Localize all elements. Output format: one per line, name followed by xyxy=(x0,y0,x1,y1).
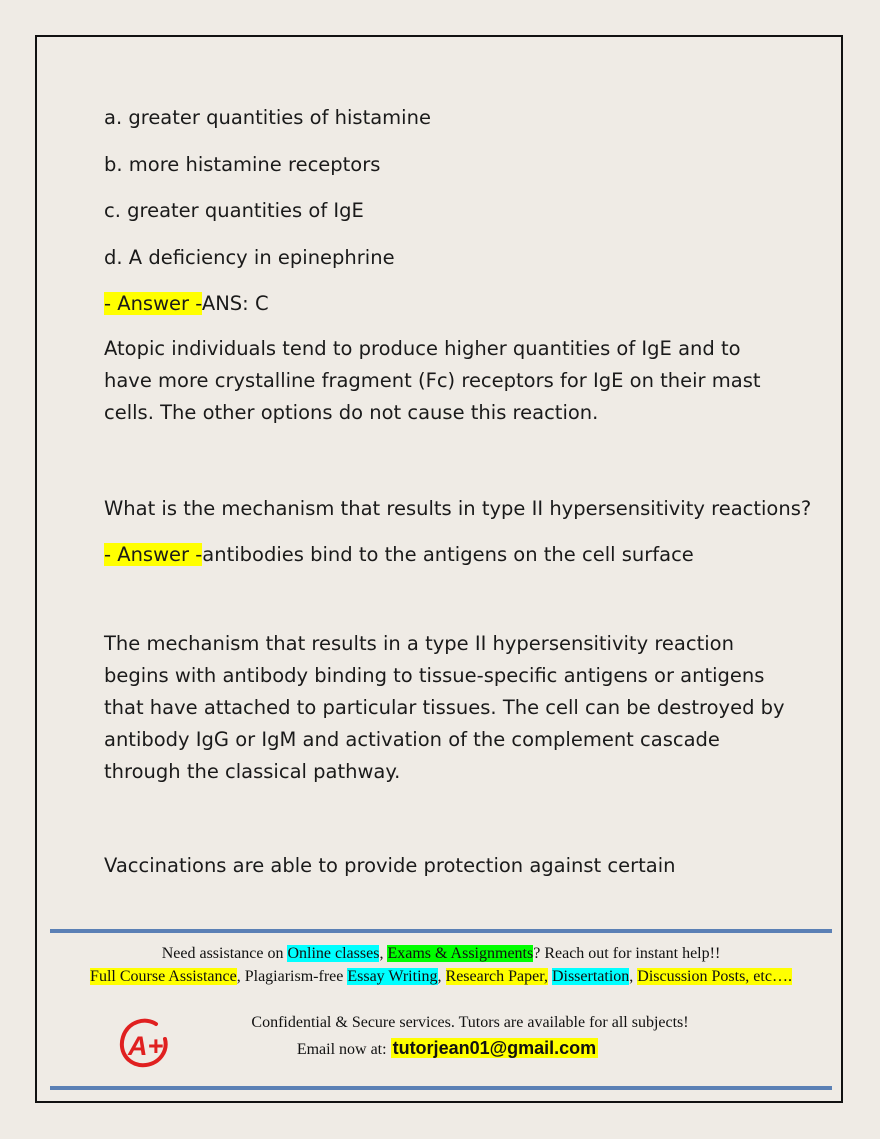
answer-label: - Answer - xyxy=(104,543,203,566)
explanation-1: Atopic individuals tend to produce higher quantities of IgE and to have more crystalline fragment (Fc) receptors for IgE on their mast cells. The other options do not cause this reaction. xyxy=(104,336,761,424)
exams-link: Exams & Assignments xyxy=(387,945,534,962)
answer-1 xyxy=(104,286,794,333)
question-3-partial: Vaccinations are able to provide protection against certain xyxy=(104,853,676,877)
option-a: a. greater quantities of histamine xyxy=(104,106,431,129)
footer-bottom-rule xyxy=(50,1086,832,1090)
logo-text: A+ xyxy=(128,1031,164,1061)
footer-line-1: Need assistance on Online classes, Exams & Assignments? Reach out for instant help!! xyxy=(161,945,721,962)
online-classes-link: Online classes xyxy=(287,945,380,962)
question-2: What is the mechanism that results in type II hypersensitivity reactions? xyxy=(104,496,812,520)
answer-label: - Answer - xyxy=(104,292,202,315)
footer-top-rule xyxy=(50,929,832,933)
option-c: c. greater quantities of IgE xyxy=(104,199,364,222)
answer-text: antibodies bind to the antigens on the cell surface xyxy=(202,543,694,566)
answer-2 xyxy=(104,537,794,584)
footer-line-3: Confidential & Secure services. Tutors are available for all subjects! xyxy=(251,1014,689,1031)
explanation-2: The mechanism that results in a type II hypersensitivity reaction begins with antibody binding to tissue-specific antigens or antigens that have attached to particular tissues. The cell can be destroyed by antibody IgG or IgM and activation of the complement cascade through the classical pathway. xyxy=(104,631,785,783)
option-b: b. more histamine receptors xyxy=(104,152,381,176)
footer-email-line: Email now at: tutorjean01@gmail.com xyxy=(296,1038,597,1058)
a-plus-logo-icon xyxy=(116,1015,174,1071)
answer-text: ANS: C xyxy=(201,292,269,315)
email-address[interactable]: tutorjean01@gmail.com xyxy=(392,1038,597,1058)
option-d: d. A deficiency in epinephrine xyxy=(104,245,395,269)
document-body xyxy=(104,100,812,894)
footer-line-2: Full Course Assistance, Plagiarism-free Essay Writing, Research Paper, Dissertation, Discussion Posts, etc…. xyxy=(90,968,792,985)
